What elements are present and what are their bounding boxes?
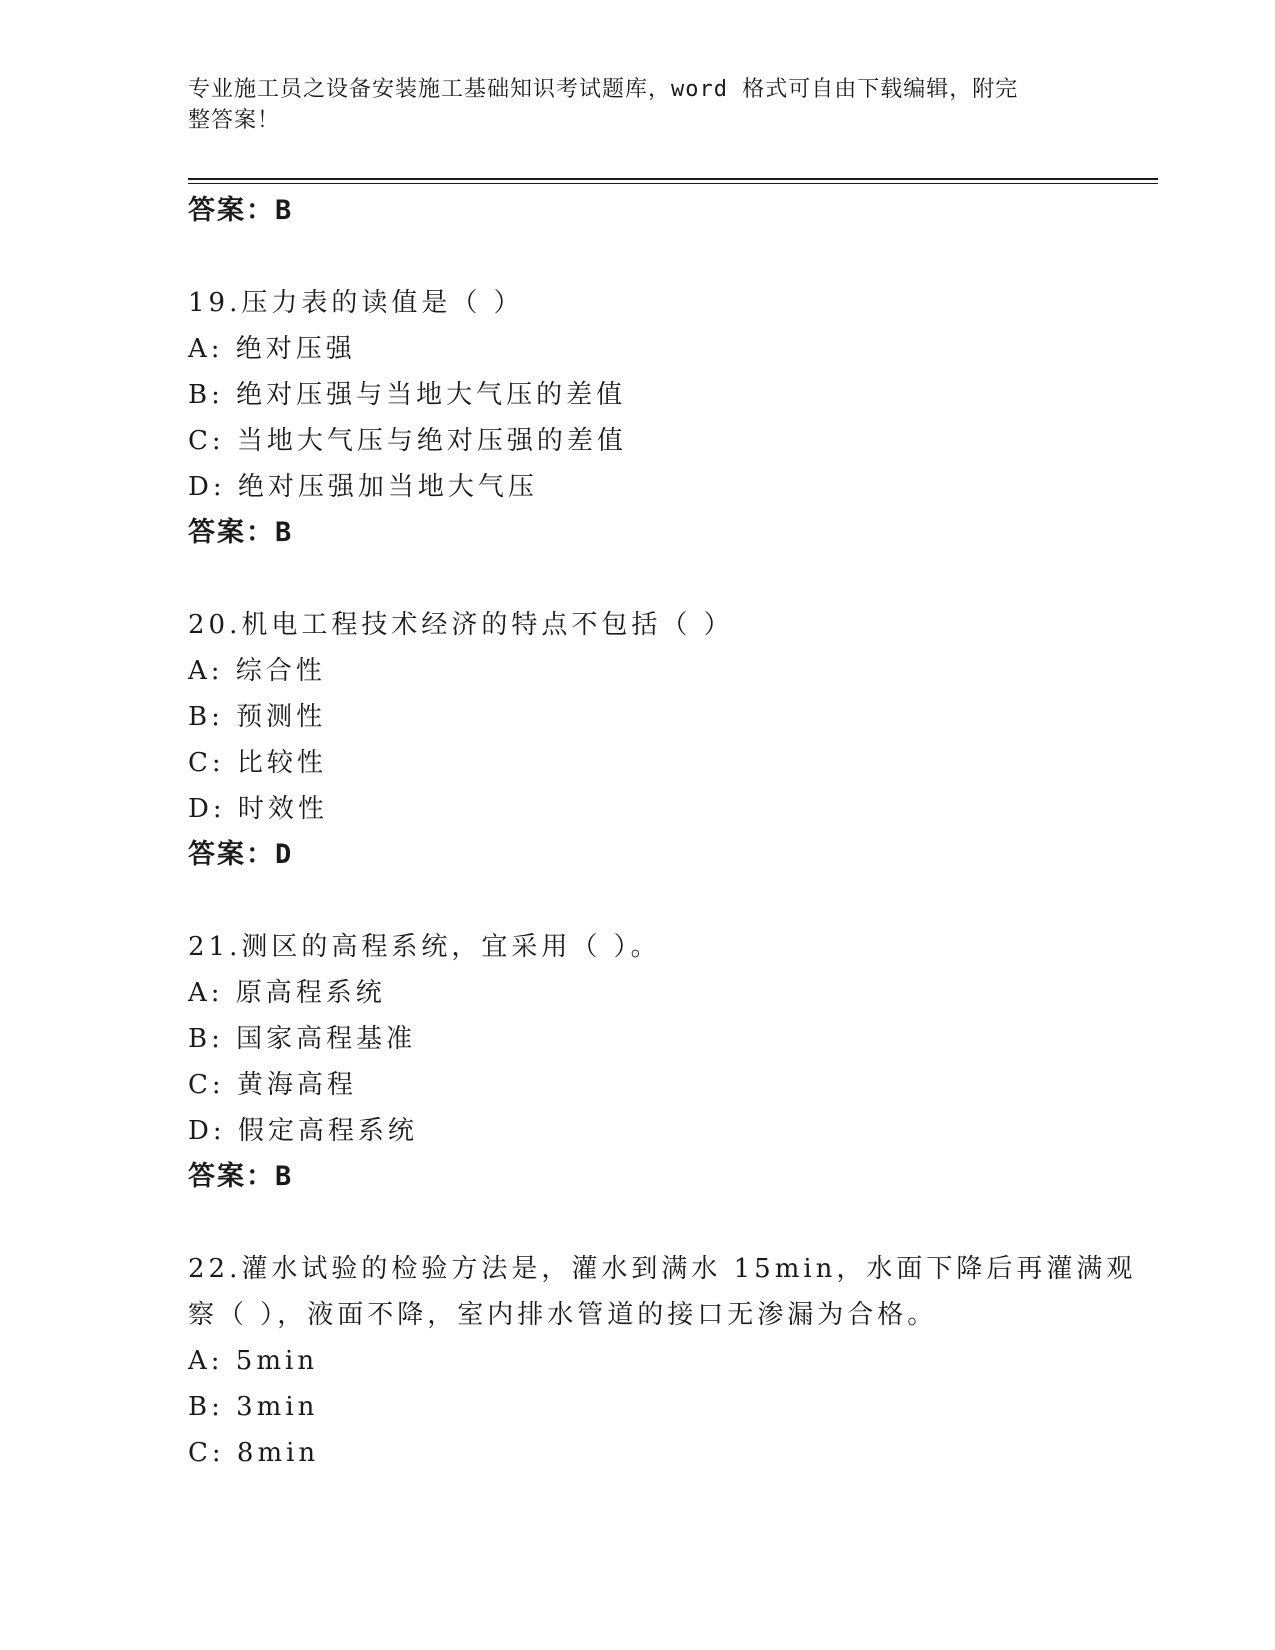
- header-rule-thin: [188, 183, 1158, 184]
- option-d: D: 时效性: [188, 794, 328, 824]
- question-22: [188, 1246, 1137, 1476]
- option-d: D: 绝对压强加当地大气压: [188, 472, 538, 502]
- option-a: A: 绝对压强: [188, 334, 356, 364]
- answer-line: 答案：B: [188, 195, 294, 226]
- option-a: A: 综合性: [188, 656, 326, 686]
- spacer: [188, 1200, 1088, 1246]
- document-header: [188, 74, 1068, 136]
- question-stem-line-1: 22.灌水试验的检验方法是，灌水到满水 15min，水面下降后再灌满观: [188, 1254, 1137, 1284]
- header-rule-thick: [188, 178, 1158, 180]
- option-d: D: 假定高程系统: [188, 1116, 418, 1146]
- question-stem: 20.机电工程技术经济的特点不包括（ ）: [188, 610, 734, 640]
- question-stem-line-2: 察（ ），液面不降，室内排水管道的接口无渗漏为合格。: [188, 1300, 938, 1330]
- answer-line: 答案：D: [188, 839, 294, 870]
- answer-line: 答案：B: [188, 517, 294, 548]
- option-a: A: 原高程系统: [188, 978, 386, 1008]
- option-b: B: 国家高程基准: [188, 1024, 417, 1054]
- option-c: C: 8min: [188, 1438, 320, 1468]
- option-c: C: 黄海高程: [188, 1070, 357, 1100]
- question-stem: 19.压力表的读值是（ ）: [188, 288, 524, 318]
- header-line-2: 整答案！: [188, 108, 281, 133]
- question-20: [188, 602, 1088, 878]
- spacer: [188, 878, 1088, 924]
- question-list: [188, 188, 1137, 1476]
- spacer: [188, 556, 1088, 602]
- spacer: [188, 234, 1088, 280]
- option-b: B: 绝对压强与当地大气压的差值: [188, 380, 627, 410]
- option-c: C: 比较性: [188, 748, 327, 778]
- question-19: [188, 280, 1088, 556]
- question-21: [188, 924, 1088, 1200]
- question-stem: 21.测区的高程系统，宜采用（ ）。: [188, 932, 661, 962]
- header-line-1: 专业施工员之设备安装施工基础知识考试题库，word 格式可自由下载编辑，附完: [188, 77, 1019, 102]
- option-b: B: 预测性: [188, 702, 327, 732]
- answer-line: 答案：B: [188, 1161, 294, 1192]
- option-c: C: 当地大气压与绝对压强的差值: [188, 426, 627, 456]
- option-a: A: 5min: [188, 1346, 319, 1376]
- option-b: B: 3min: [188, 1392, 319, 1422]
